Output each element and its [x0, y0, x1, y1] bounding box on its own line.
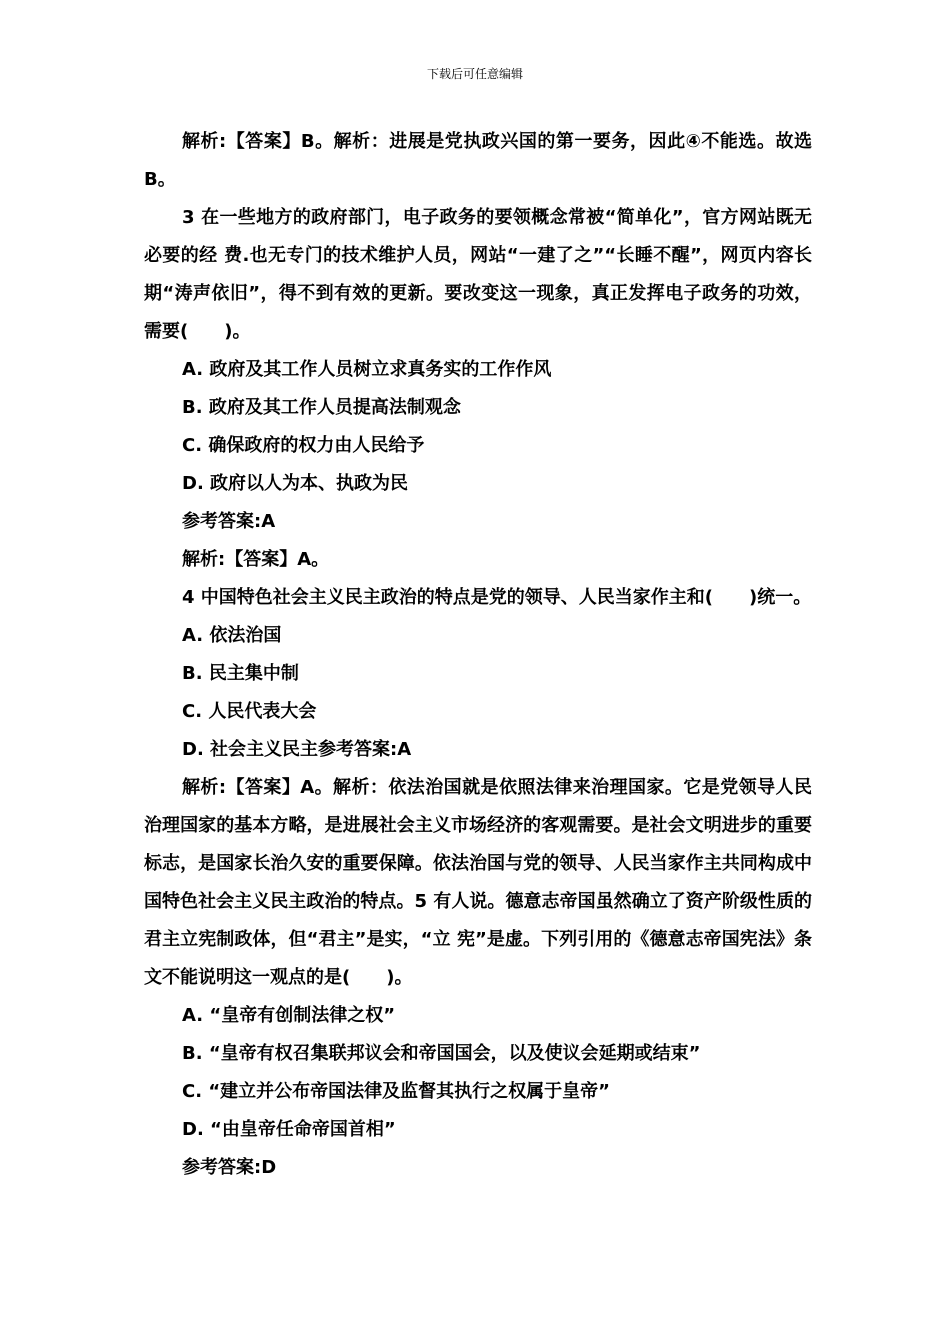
page-header: 下载后可任意编辑	[426, 67, 523, 81]
q3-option-c: C. 确保政府的权力由人民给予	[182, 435, 425, 456]
q3-analysis: 解析:【答案】A。	[182, 549, 330, 570]
q5-option-c: C. “建立并公布帝国法律及监督其执行之权属于皇帝”	[182, 1081, 610, 1102]
q4-option-a: A. 依法治国	[182, 625, 282, 646]
q3-option-b: B. 政府及其工作人员提高法制观念	[182, 397, 461, 418]
q4-analysis-and-question-5: 解析:【答案】A。解析：依法治国就是依照法律来治理国家。它是党领导人民治理国家的基本方略，是进展社会主义市场经济的客观需要。是社会文明进步的重要标志，是国家长治久安的重要保障。依法治国与党的领导、人民当家作主共同构成中国特色社会主义民主政治的特点。5 有人说。德意志帝国虽然确立了资产阶级性质的君主立宪制政体，但“君主”是实，“立 宪”是虚。下列引用的《德意志帝国宪法》条文不能说明这一观点的是( )。	[144, 777, 812, 988]
q3-option-d: D. 政府以人为本、执政为民	[182, 473, 409, 494]
q5-reference-answer: 参考答案:D	[182, 1157, 277, 1178]
document-body	[144, 123, 812, 1187]
q4-option-d-and-answer: D. 社会主义民主参考答案:A	[182, 739, 412, 760]
q4-option-b: B. 民主集中制	[182, 663, 299, 684]
q5-option-a: A. “皇帝有创制法律之权”	[182, 1005, 396, 1026]
question-4: 4 中国特色社会主义民主政治的特点是党的领导、人民当家作主和( )统一。	[182, 587, 812, 608]
q5-option-b: B. “皇帝有权召集联邦议会和帝国国会，以及使议会延期或结束”	[182, 1043, 701, 1064]
q4-option-c: C. 人民代表大会	[182, 701, 317, 722]
q3-option-a: A. 政府及其工作人员树立求真务实的工作作风	[182, 359, 552, 380]
question-3: 3 在一些地方的政府部门，电子政务的要领概念常被“简单化”，官方网站既无必要的经 费.也无专门的技术维护人员，网站“一建了之”“长睡不醒”，网页内容长期“涛声依旧”，得不到有效的更新。要改变这一现象，真正发挥电子政务的功效，需要( )。	[144, 207, 812, 342]
q3-reference-answer: 参考答案:A	[182, 511, 276, 532]
analysis-q2: 解析:【答案】B。解析：进展是党执政兴国的第一要务，因此④不能选。故选 B。	[144, 131, 812, 190]
q5-option-d: D. “由皇帝任命帝国首相”	[182, 1119, 396, 1140]
